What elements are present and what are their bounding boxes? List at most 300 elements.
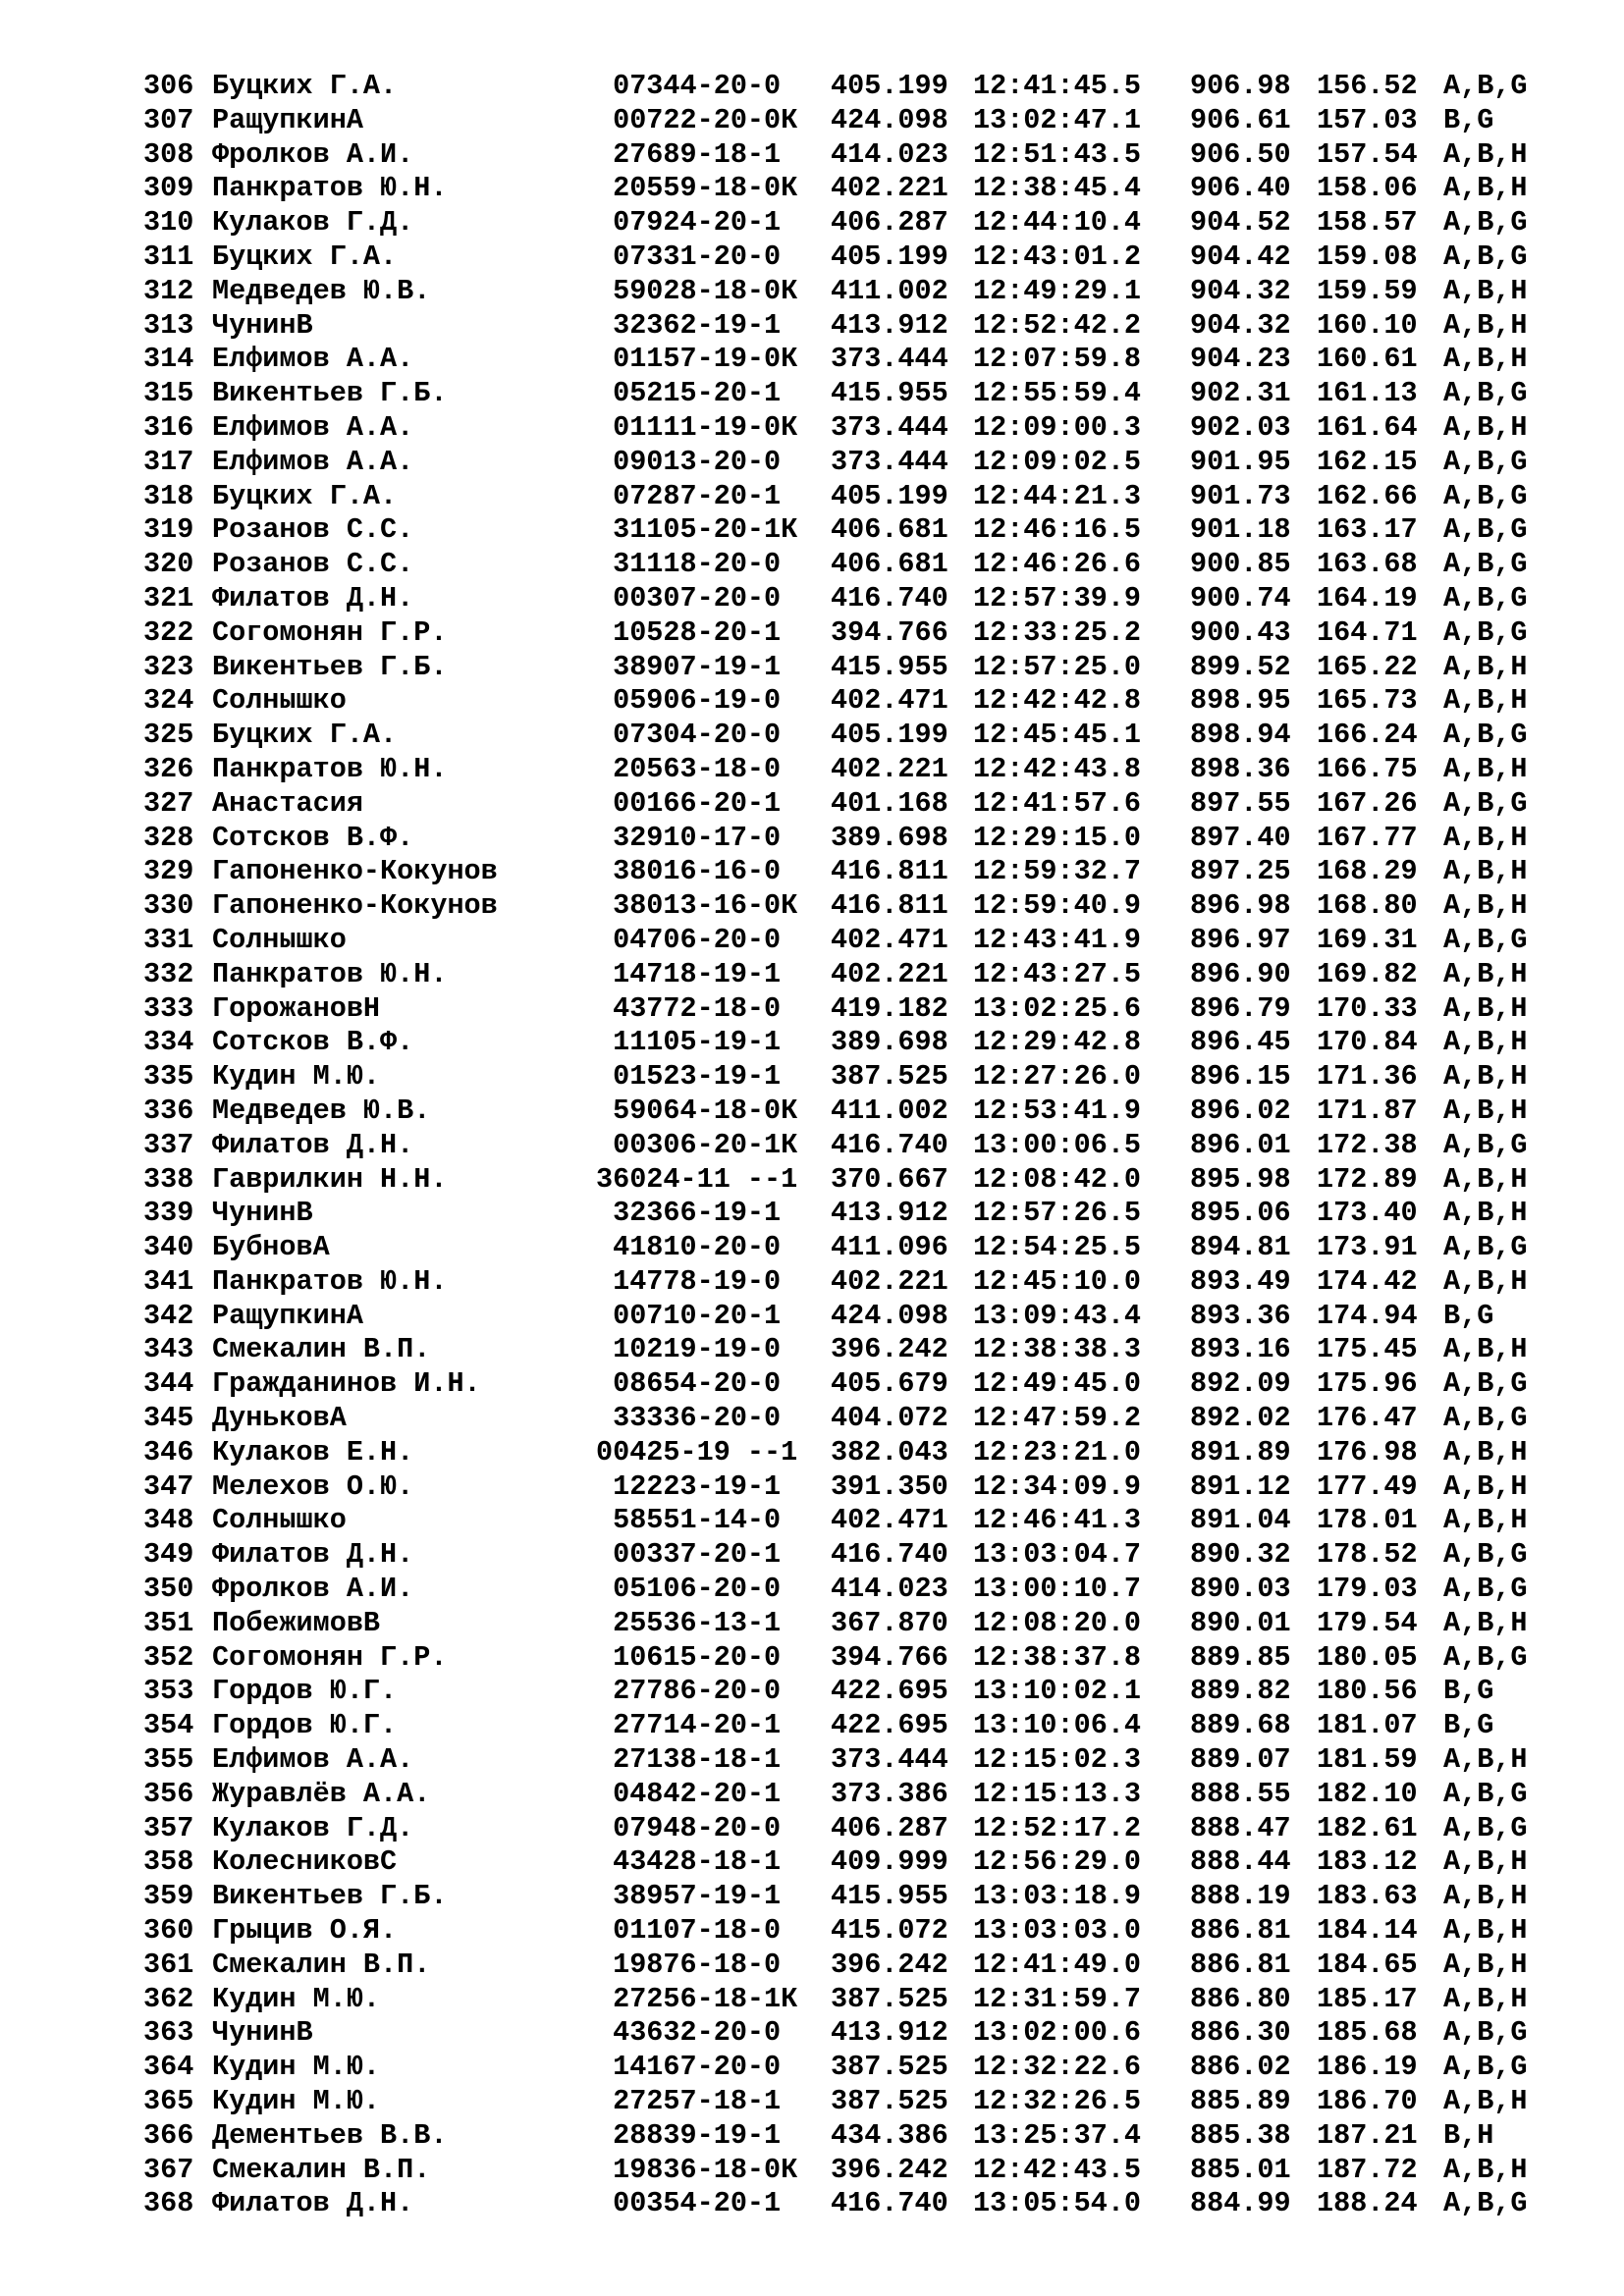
- score: 186.19: [1317, 2051, 1418, 2084]
- arrival-time: 12:38:38.3: [973, 1333, 1142, 1366]
- distance: 411.096: [831, 1231, 948, 1264]
- arrival-time: 12:15:13.3: [973, 1777, 1142, 1810]
- row-number: 328: [143, 821, 194, 854]
- class-codes: A,B,H: [1443, 1982, 1528, 2015]
- arrival-time: 12:31:59.7: [973, 1982, 1142, 2015]
- ring-number: 05215-20-1: [596, 377, 782, 410]
- ring-number: 05906-19-0: [596, 684, 782, 718]
- class-codes: A,B,H: [1443, 991, 1528, 1025]
- speed: 897.55: [1190, 786, 1291, 820]
- speed: 892.02: [1190, 1402, 1291, 1435]
- fancier-name: Гапоненко-Кокунов: [212, 855, 498, 888]
- fancier-name: ЧунинВ: [212, 308, 313, 342]
- ring-number: 01107-18-0: [596, 1914, 782, 1948]
- score: 170.84: [1317, 1026, 1418, 1059]
- class-codes: A,B,H: [1443, 1880, 1528, 1913]
- row-number: 323: [143, 650, 194, 683]
- score: 160.10: [1317, 308, 1418, 342]
- ring-number: 07331-20-0: [596, 240, 782, 273]
- fancier-name: Кудин М.Ю.: [212, 1982, 381, 2015]
- speed: 884.99: [1190, 2187, 1291, 2220]
- speed: 885.89: [1190, 2085, 1291, 2118]
- class-codes: A,B,H: [1443, 752, 1528, 785]
- ring-number: 01111-19-0К: [596, 410, 798, 444]
- distance: 413.912: [831, 2016, 948, 2050]
- speed: 904.32: [1190, 274, 1291, 307]
- fancier-name: Кулаков Г.Д.: [212, 1811, 414, 1844]
- ring-number: 43632-20-0: [596, 2016, 782, 2050]
- fancier-name: ЧунинВ: [212, 2016, 313, 2050]
- fancier-name: Буцких Г.А.: [212, 240, 398, 273]
- distance: 415.955: [831, 650, 948, 683]
- score: 164.71: [1317, 615, 1418, 649]
- row-number: 350: [143, 1573, 194, 1606]
- row-number: 337: [143, 1128, 194, 1161]
- row-number: 310: [143, 206, 194, 240]
- class-codes: A,B,G: [1443, 2016, 1528, 2050]
- arrival-time: 12:29:15.0: [973, 821, 1142, 854]
- class-codes: A,B,G: [1443, 719, 1528, 752]
- arrival-time: 12:44:10.4: [973, 206, 1142, 240]
- row-number: 363: [143, 2016, 194, 2050]
- row-number: 316: [143, 410, 194, 444]
- distance: 367.870: [831, 1606, 948, 1639]
- speed: 893.16: [1190, 1333, 1291, 1366]
- score: 184.65: [1317, 1948, 1418, 1981]
- row-number: 343: [143, 1333, 194, 1366]
- score: 161.13: [1317, 377, 1418, 410]
- ring-number: 14778-19-0: [596, 1264, 782, 1298]
- arrival-time: 12:46:41.3: [973, 1504, 1142, 1537]
- distance: 424.098: [831, 1299, 948, 1332]
- arrival-time: 12:52:42.2: [973, 308, 1142, 342]
- row-number: 340: [143, 1231, 194, 1264]
- arrival-time: 12:49:45.0: [973, 1367, 1142, 1401]
- row-number: 361: [143, 1948, 194, 1981]
- class-codes: A,B,H: [1443, 821, 1528, 854]
- score: 183.12: [1317, 1845, 1418, 1879]
- row-number: 320: [143, 548, 194, 581]
- speed: 886.30: [1190, 2016, 1291, 2050]
- arrival-time: 12:56:29.0: [973, 1845, 1142, 1879]
- distance: 373.444: [831, 1743, 948, 1777]
- score: 163.68: [1317, 548, 1418, 581]
- ring-number: 41810-20-0: [596, 1231, 782, 1264]
- score: 173.40: [1317, 1197, 1418, 1230]
- fancier-name: Викентьев Г.Б.: [212, 1880, 448, 1913]
- arrival-time: 12:33:25.2: [973, 615, 1142, 649]
- class-codes: A,B,G: [1443, 70, 1528, 102]
- distance: 414.023: [831, 137, 948, 171]
- distance: 415.072: [831, 1914, 948, 1948]
- arrival-time: 12:45:45.1: [973, 719, 1142, 752]
- score: 161.64: [1317, 410, 1418, 444]
- score: 178.01: [1317, 1504, 1418, 1537]
- arrival-time: 12:59:32.7: [973, 855, 1142, 888]
- ring-number: 27138-18-1: [596, 1743, 782, 1777]
- distance: 373.386: [831, 1777, 948, 1810]
- fancier-name: Медведев Ю.В.: [212, 1094, 431, 1127]
- arrival-time: 13:10:06.4: [973, 1709, 1142, 1742]
- speed: 901.95: [1190, 445, 1291, 478]
- ring-number: 38013-16-0К: [596, 889, 798, 923]
- ring-number: 00337-20-1: [596, 1538, 782, 1572]
- fancier-name: Викентьев Г.Б.: [212, 650, 448, 683]
- class-codes: A,B,G: [1443, 581, 1528, 614]
- row-number: 312: [143, 274, 194, 307]
- fancier-name: РащупкинА: [212, 1299, 363, 1332]
- arrival-time: 13:05:54.0: [973, 2187, 1142, 2220]
- distance: 402.221: [831, 1264, 948, 1298]
- ring-number: 04706-20-0: [596, 923, 782, 956]
- class-codes: A,B,H: [1443, 684, 1528, 718]
- score: 170.33: [1317, 991, 1418, 1025]
- row-number: 317: [143, 445, 194, 478]
- speed: 899.52: [1190, 650, 1291, 683]
- score: 174.94: [1317, 1299, 1418, 1332]
- distance: 405.199: [831, 70, 948, 102]
- ring-number: 33336-20-0: [596, 1402, 782, 1435]
- arrival-time: 12:27:26.0: [973, 1060, 1142, 1094]
- row-number: 339: [143, 1197, 194, 1230]
- distance: 415.955: [831, 377, 948, 410]
- fancier-name: Гаврилкин Н.Н.: [212, 1162, 448, 1196]
- distance: 389.698: [831, 1026, 948, 1059]
- arrival-time: 12:07:59.8: [973, 343, 1142, 376]
- distance: 396.242: [831, 1948, 948, 1981]
- ring-number: 01523-19-1: [596, 1060, 782, 1094]
- score: 178.52: [1317, 1538, 1418, 1572]
- speed: 891.12: [1190, 1469, 1291, 1503]
- speed: 898.94: [1190, 719, 1291, 752]
- class-codes: A,B,G: [1443, 479, 1528, 512]
- fancier-name: ДуньковА: [212, 1402, 347, 1435]
- fancier-name: Гордов Ю.Г.: [212, 1709, 398, 1742]
- class-codes: A,B,G: [1443, 923, 1528, 956]
- class-codes: A,B,G: [1443, 615, 1528, 649]
- row-number: 313: [143, 308, 194, 342]
- ring-number: 38016-16-0: [596, 855, 782, 888]
- arrival-time: 13:00:06.5: [973, 1128, 1142, 1161]
- class-codes: A,B,H: [1443, 2085, 1528, 2118]
- score: 175.96: [1317, 1367, 1418, 1401]
- fancier-name: ГорожановН: [212, 991, 381, 1025]
- distance: 402.471: [831, 923, 948, 956]
- score: 174.42: [1317, 1264, 1418, 1298]
- fancier-name: Грыцив О.Я.: [212, 1914, 398, 1948]
- arrival-time: 12:43:01.2: [973, 240, 1142, 273]
- speed: 895.06: [1190, 1197, 1291, 1230]
- row-number: 324: [143, 684, 194, 718]
- row-number: 347: [143, 1469, 194, 1503]
- distance: 434.386: [831, 2118, 948, 2152]
- arrival-time: 12:38:45.4: [973, 172, 1142, 205]
- score: 162.66: [1317, 479, 1418, 512]
- speed: 901.73: [1190, 479, 1291, 512]
- class-codes: A,B,H: [1443, 1435, 1528, 1468]
- class-codes: A,B,G: [1443, 1640, 1528, 1674]
- ring-number: 14718-19-1: [596, 957, 782, 990]
- fancier-name: РащупкинА: [212, 103, 363, 136]
- speed: 896.45: [1190, 1026, 1291, 1059]
- distance: 387.525: [831, 1982, 948, 2015]
- score: 166.75: [1317, 752, 1418, 785]
- ring-number: 00710-20-1: [596, 1299, 782, 1332]
- row-number: 321: [143, 581, 194, 614]
- arrival-time: 12:09:00.3: [973, 410, 1142, 444]
- row-number: 336: [143, 1094, 194, 1127]
- row-number: 360: [143, 1914, 194, 1948]
- class-codes: A,B,G: [1443, 1128, 1528, 1161]
- class-codes: A,B,G: [1443, 2187, 1528, 2220]
- score: 186.70: [1317, 2085, 1418, 2118]
- row-number: 349: [143, 1538, 194, 1572]
- score: 181.59: [1317, 1743, 1418, 1777]
- speed: 889.82: [1190, 1675, 1291, 1708]
- arrival-time: 13:02:00.6: [973, 2016, 1142, 2050]
- row-number: 327: [143, 786, 194, 820]
- row-number: 318: [143, 479, 194, 512]
- fancier-name: Филатов Д.Н.: [212, 1128, 414, 1161]
- row-number: 308: [143, 137, 194, 171]
- speed: 893.49: [1190, 1264, 1291, 1298]
- distance: 387.525: [831, 2085, 948, 2118]
- ring-number: 07287-20-1: [596, 479, 782, 512]
- ring-number: 10615-20-0: [596, 1640, 782, 1674]
- fancier-name: Сотсков В.Ф.: [212, 821, 414, 854]
- fancier-name: Гапоненко-Кокунов: [212, 889, 498, 923]
- ring-number: 12223-19-1: [596, 1469, 782, 1503]
- class-codes: A,B,G: [1443, 445, 1528, 478]
- distance: 394.766: [831, 615, 948, 649]
- score: 164.19: [1317, 581, 1418, 614]
- score: 157.54: [1317, 137, 1418, 171]
- distance: 413.912: [831, 308, 948, 342]
- score: 175.45: [1317, 1333, 1418, 1366]
- fancier-name: ЧунинВ: [212, 1197, 313, 1230]
- arrival-time: 13:03:04.7: [973, 1538, 1142, 1572]
- arrival-time: 12:44:21.3: [973, 479, 1142, 512]
- class-codes: A,B,G: [1443, 240, 1528, 273]
- ring-number: 04842-20-1: [596, 1777, 782, 1810]
- score: 158.57: [1317, 206, 1418, 240]
- fancier-name: Панкратов Ю.Н.: [212, 172, 448, 205]
- speed: 906.40: [1190, 172, 1291, 205]
- class-codes: A,B,H: [1443, 957, 1528, 990]
- speed: 896.97: [1190, 923, 1291, 956]
- fancier-name: Филатов Д.Н.: [212, 2187, 414, 2220]
- ring-number: 19876-18-0: [596, 1948, 782, 1981]
- speed: 886.02: [1190, 2051, 1291, 2084]
- speed: 896.02: [1190, 1094, 1291, 1127]
- ring-number: 01157-19-0К: [596, 343, 798, 376]
- speed: 885.01: [1190, 2153, 1291, 2186]
- speed: 889.68: [1190, 1709, 1291, 1742]
- class-codes: A,B,H: [1443, 1845, 1528, 1879]
- fancier-name: Панкратов Ю.Н.: [212, 1264, 448, 1298]
- row-number: 364: [143, 2051, 194, 2084]
- ring-number: 31118-20-0: [596, 548, 782, 581]
- ring-number: 00425-19 --1: [596, 1435, 798, 1468]
- arrival-time: 12:57:39.9: [973, 581, 1142, 614]
- arrival-time: 12:29:42.8: [973, 1026, 1142, 1059]
- speed: 886.80: [1190, 1982, 1291, 2015]
- distance: 370.667: [831, 1162, 948, 1196]
- speed: 896.01: [1190, 1128, 1291, 1161]
- arrival-time: 12:57:26.5: [973, 1197, 1142, 1230]
- fancier-name: Елфимов А.А.: [212, 343, 414, 376]
- score: 185.68: [1317, 2016, 1418, 2050]
- score: 158.06: [1317, 172, 1418, 205]
- score: 179.54: [1317, 1606, 1418, 1639]
- class-codes: A,B,H: [1443, 889, 1528, 923]
- distance: 387.525: [831, 1060, 948, 1094]
- row-number: 333: [143, 991, 194, 1025]
- row-number: 319: [143, 513, 194, 547]
- class-codes: A,B,G: [1443, 1231, 1528, 1264]
- speed: 898.95: [1190, 684, 1291, 718]
- fancier-name: Журавлёв А.А.: [212, 1777, 431, 1810]
- ring-number: 27689-18-1: [596, 137, 782, 171]
- fancier-name: Кулаков Г.Д.: [212, 206, 414, 240]
- speed: 891.04: [1190, 1504, 1291, 1537]
- score: 162.15: [1317, 445, 1418, 478]
- fancier-name: Буцких Г.А.: [212, 70, 398, 102]
- arrival-time: 12:53:41.9: [973, 1094, 1142, 1127]
- class-codes: A,B,H: [1443, 1606, 1528, 1639]
- fancier-name: Кудин М.Ю.: [212, 2085, 381, 2118]
- score: 182.10: [1317, 1777, 1418, 1810]
- distance: 406.681: [831, 548, 948, 581]
- fancier-name: Филатов Д.Н.: [212, 1538, 414, 1572]
- class-codes: A,B,H: [1443, 308, 1528, 342]
- speed: 900.43: [1190, 615, 1291, 649]
- distance: 405.199: [831, 719, 948, 752]
- speed: 902.03: [1190, 410, 1291, 444]
- distance: 406.287: [831, 1811, 948, 1844]
- distance: 405.679: [831, 1367, 948, 1401]
- row-number: 341: [143, 1264, 194, 1298]
- speed: 890.32: [1190, 1538, 1291, 1572]
- score: 185.17: [1317, 1982, 1418, 2015]
- fancier-name: Солнышко: [212, 923, 347, 956]
- speed: 892.09: [1190, 1367, 1291, 1401]
- distance: 419.182: [831, 991, 948, 1025]
- distance: 402.221: [831, 172, 948, 205]
- ring-number: 32366-19-1: [596, 1197, 782, 1230]
- score: 184.14: [1317, 1914, 1418, 1948]
- class-codes: A,B,H: [1443, 137, 1528, 171]
- speed: 896.90: [1190, 957, 1291, 990]
- speed: 904.42: [1190, 240, 1291, 273]
- distance: 394.766: [831, 1640, 948, 1674]
- class-codes: A,B,H: [1443, 1504, 1528, 1537]
- class-codes: A,B,H: [1443, 1469, 1528, 1503]
- distance: 389.698: [831, 821, 948, 854]
- class-codes: A,B,H: [1443, 1026, 1528, 1059]
- ring-number: 59028-18-0К: [596, 274, 798, 307]
- speed: 906.50: [1190, 137, 1291, 171]
- row-number: 357: [143, 1811, 194, 1844]
- arrival-time: 12:46:26.6: [973, 548, 1142, 581]
- arrival-time: 13:02:47.1: [973, 103, 1142, 136]
- row-number: 329: [143, 855, 194, 888]
- score: 172.38: [1317, 1128, 1418, 1161]
- ring-number: 28839-19-1: [596, 2118, 782, 2152]
- fancier-name: Кудин М.Ю.: [212, 1060, 381, 1094]
- class-codes: A,B,G: [1443, 1367, 1528, 1401]
- fancier-name: Розанов С.С.: [212, 548, 414, 581]
- class-codes: A,B,G: [1443, 1811, 1528, 1844]
- score: 163.17: [1317, 513, 1418, 547]
- fancier-name: Смекалин В.П.: [212, 2153, 431, 2186]
- fancier-name: Филатов Д.Н.: [212, 581, 414, 614]
- speed: 885.38: [1190, 2118, 1291, 2152]
- distance: 396.242: [831, 1333, 948, 1366]
- arrival-time: 12:57:25.0: [973, 650, 1142, 683]
- fancier-name: Панкратов Ю.Н.: [212, 957, 448, 990]
- class-codes: A,B,G: [1443, 1538, 1528, 1572]
- arrival-time: 12:41:49.0: [973, 1948, 1142, 1981]
- distance: 416.740: [831, 581, 948, 614]
- ring-number: 27786-20-0: [596, 1675, 782, 1708]
- row-number: 326: [143, 752, 194, 785]
- speed: 897.25: [1190, 855, 1291, 888]
- ring-number: 07344-20-0: [596, 70, 782, 102]
- arrival-time: 13:09:43.4: [973, 1299, 1142, 1332]
- score: 176.47: [1317, 1402, 1418, 1435]
- distance: 402.471: [831, 684, 948, 718]
- fancier-name: Анастасия: [212, 786, 363, 820]
- speed: 898.36: [1190, 752, 1291, 785]
- distance: 405.199: [831, 240, 948, 273]
- score: 187.72: [1317, 2153, 1418, 2186]
- score: 169.82: [1317, 957, 1418, 990]
- speed: 904.23: [1190, 343, 1291, 376]
- distance: 406.681: [831, 513, 948, 547]
- speed: 893.36: [1190, 1299, 1291, 1332]
- arrival-time: 12:08:20.0: [973, 1606, 1142, 1639]
- row-number: 311: [143, 240, 194, 273]
- arrival-time: 12:42:43.8: [973, 752, 1142, 785]
- distance: 416.740: [831, 2187, 948, 2220]
- score: 176.98: [1317, 1435, 1418, 1468]
- distance: 416.811: [831, 855, 948, 888]
- class-codes: B,G: [1443, 1709, 1494, 1742]
- score: 160.61: [1317, 343, 1418, 376]
- distance: 373.444: [831, 410, 948, 444]
- row-number: 359: [143, 1880, 194, 1913]
- speed: 886.81: [1190, 1914, 1291, 1948]
- ring-number: 00722-20-0К: [596, 103, 798, 136]
- fancier-name: Фролков А.И.: [212, 1573, 414, 1606]
- fancier-name: Панкратов Ю.Н.: [212, 752, 448, 785]
- arrival-time: 12:32:22.6: [973, 2051, 1142, 2084]
- arrival-time: 13:10:02.1: [973, 1675, 1142, 1708]
- fancier-name: Викентьев Г.Б.: [212, 377, 448, 410]
- class-codes: A,B,H: [1443, 1333, 1528, 1366]
- row-number: 352: [143, 1640, 194, 1674]
- row-number: 325: [143, 719, 194, 752]
- class-codes: A,B,H: [1443, 650, 1528, 683]
- speed: 889.85: [1190, 1640, 1291, 1674]
- distance: 401.168: [831, 786, 948, 820]
- ring-number: 27714-20-1: [596, 1709, 782, 1742]
- speed: 896.98: [1190, 889, 1291, 923]
- fancier-name: ПобежимовВ: [212, 1606, 381, 1639]
- distance: 382.043: [831, 1435, 948, 1468]
- class-codes: B,G: [1443, 1299, 1494, 1332]
